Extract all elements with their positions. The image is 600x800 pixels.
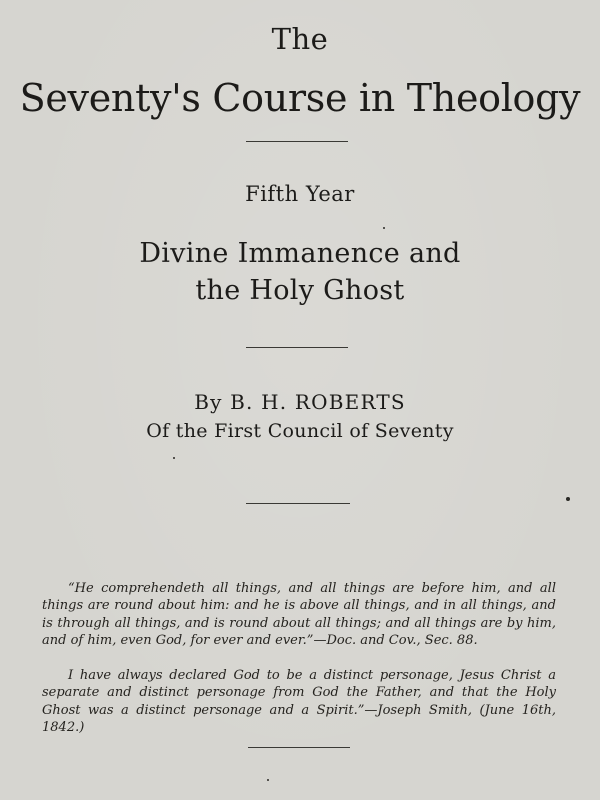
divider-rule [246,503,350,504]
print-speck [566,497,570,501]
subtitle-line-1: Divine Immanence and [139,238,461,269]
print-speck [267,779,269,781]
epigraph-joseph-smith: I have always declared God to be a distinct personage, Jesus Christ a separate and distinct personage from God the Father, and that the Holy Ghost was a distinct personage and a Spirit.”—Joseph Smith, (June 16th, 1842.) [42,668,556,735]
print-speck [173,457,175,459]
divider-rule [246,347,348,348]
edition-year: Fifth Year [245,182,355,206]
divider-rule [248,747,350,748]
author-affiliation: Of the First Council of Seventy [146,420,454,442]
print-speck [383,227,385,229]
book-title: Seventy's Course in Theology [19,76,581,120]
epigraph-doctrine-and-covenants: “He comprehendeth all things, and all things are before him, and all things are round about him: and he is above all things, and in all things, and is through all things, and is round about all things; and all things are by him, and of him, even God, for ever and ever.”—Doc. and Cov., Sec. 88. [42,581,556,648]
subtitle-line-2: the Holy Ghost [195,275,405,306]
divider-rule [246,141,348,142]
author-line: By B. H. ROBERTS [194,390,406,414]
title-line-the: The [271,22,329,56]
